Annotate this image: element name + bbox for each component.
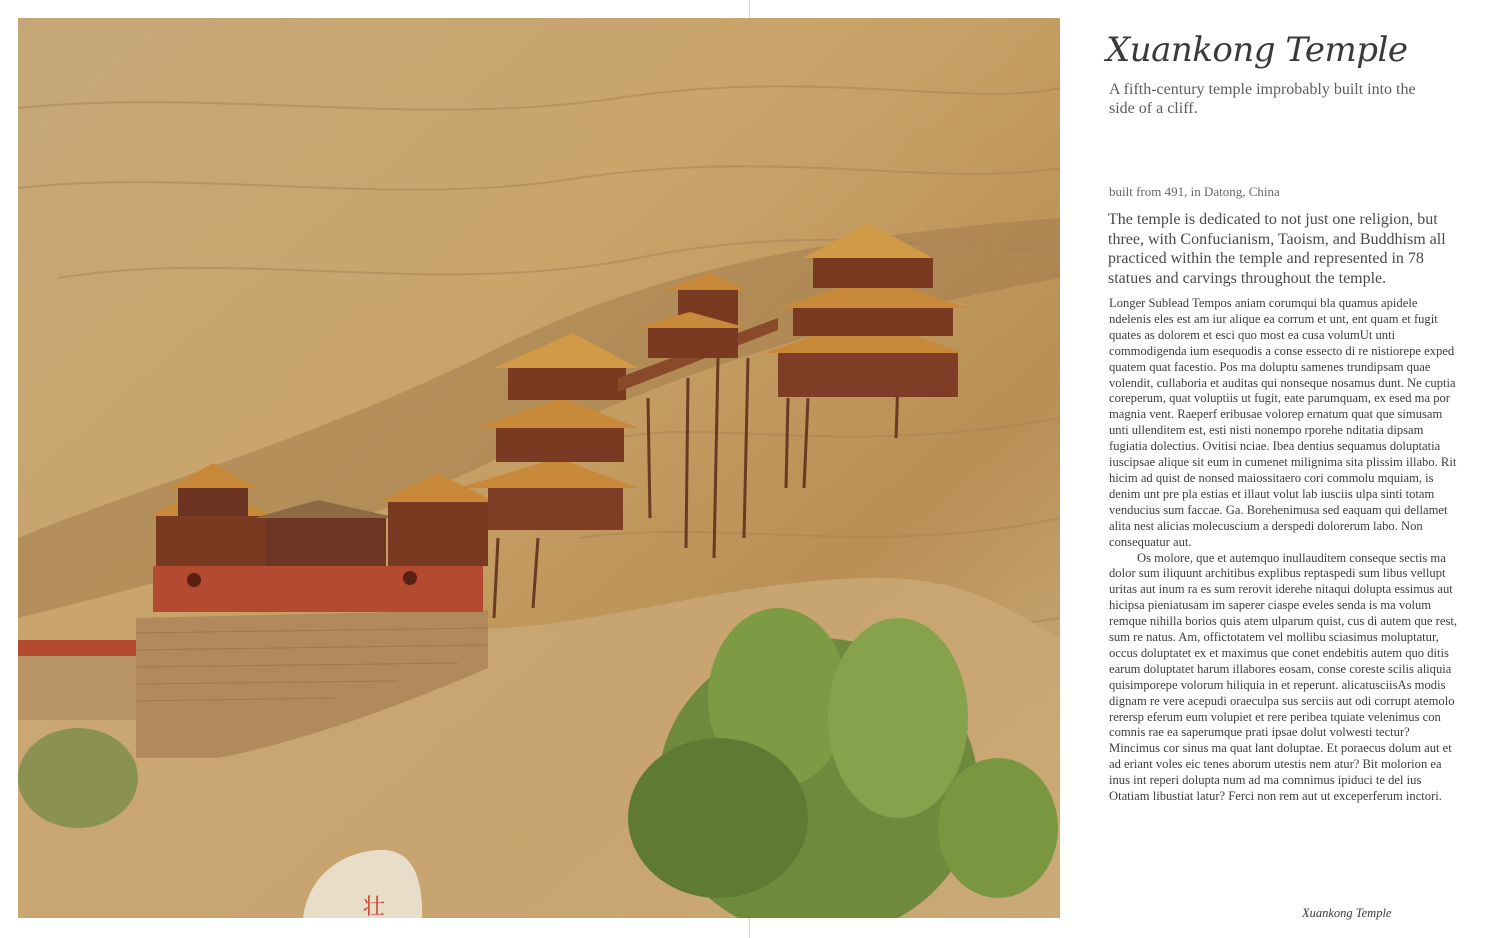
terrace-window [187,573,201,587]
page-subtitle: A fifth-century temple improbably built into the side of a cliff. [1109,81,1416,117]
red-parapet-left [18,640,148,656]
red-terrace-wall [153,566,483,612]
body-paragraph: Os molore, que et autemquo inullauditem conseque sectis ma dolor sum iliquunt architibus explibus reptaspedi sum libus vellupt uritas aut inum ra es sum rerovit iderehe nitaqui dolupta essimus aut hicipsa pieniatusam im saperer ciaspe eveles senda is ma volum remque nihilla borios quis atem ulparum quist, cus di autem que rest, sum re natus. Am, offictotatem vel mollibu sciasimus moluptatur, occus doluptatet ex et maximus que conet endebitis autem quo ditis earum doluptatet harum illabores eosam, conse coreste scilis aliquia quisimporepe volorum hiliquia in et reperunt. alicatusciisAs modis dignam re vere acepudi oraeculpa sus serciis aut odi corrupt atemolo rerersp eferum eum volupiet et rere peribea tquiate velenimus con comnis rae ea saperumque prati ipsae dolut volwesti tectur? Mincimus cor sinus ma quat lant doluptae. Et poraecus dolum aut et ad eriant voles eic tenes aborum utestis nem atur? Bit molorion ea inus int reperi dolupta num ad ma comnimus ipiduci te del ius Otatiam libustiat latur? Ferci non rem aut ut exceperferum inctori. [1109,550,1458,804]
page-title: Xuankong Temple [1106,30,1408,70]
boulder-inscription: 壮 [363,895,386,918]
body-paragraph: Longer Sublead Tempos aniam corumqui bla quamus apidele ndelenis eles est am iur alique ea corrum et unt, ent quam et fugit quates as dolorem et esci quo most ea cusa volumUt unti commodigenda ium esequodis a conse essecto di re nistiorepe exped quatem quat facestio. Pos ma doluptu samenes trundipsam quae volendit, cullaboria et auditas qui nonseque nosamus dunt. Ne cuptia coreperum, quat voluptiis ut fugit, eate parumquam, ex esed ma por magnia vent. Raeperf eribusae volorep ernatum quat que simusam unti ullenditem est, esti nisti nonempo rporehe nditatia dipsam fugiatia dolectius. Ovitisi nciae. Ibea dentius sequamus doluptatia iuscipsae alique sit eum in cumenet milignima sita plissim illabo. Rit hicim ad quist de nonsed maiossitaero cori commolu mquiam, is denim unt pre pla estias et illaut volut lab iusciis ulpa sinti totam venducius sum faccae. Ga. Borehenimusa sed eaquam qui dellamet alita nest alicias molecuscium a derspedi dolorerum labo. Non consequatur aut. [1109,296,1457,549]
dateline: built from 491, in Datong, China [1109,184,1280,199]
body-text [1109,296,1461,805]
temple-photo-illustration [18,18,1060,918]
terrace-window [403,571,417,585]
lead-paragraph: The temple is dedicated to not just one religion, but three, with Confucianism, Taoism, and Buddhism all practiced within the temple and represented in 78 statues and carvings throughout the temple. [1108,211,1446,287]
temple-photo [18,18,1060,918]
running-footer: Xuankong Temple [1302,906,1392,920]
